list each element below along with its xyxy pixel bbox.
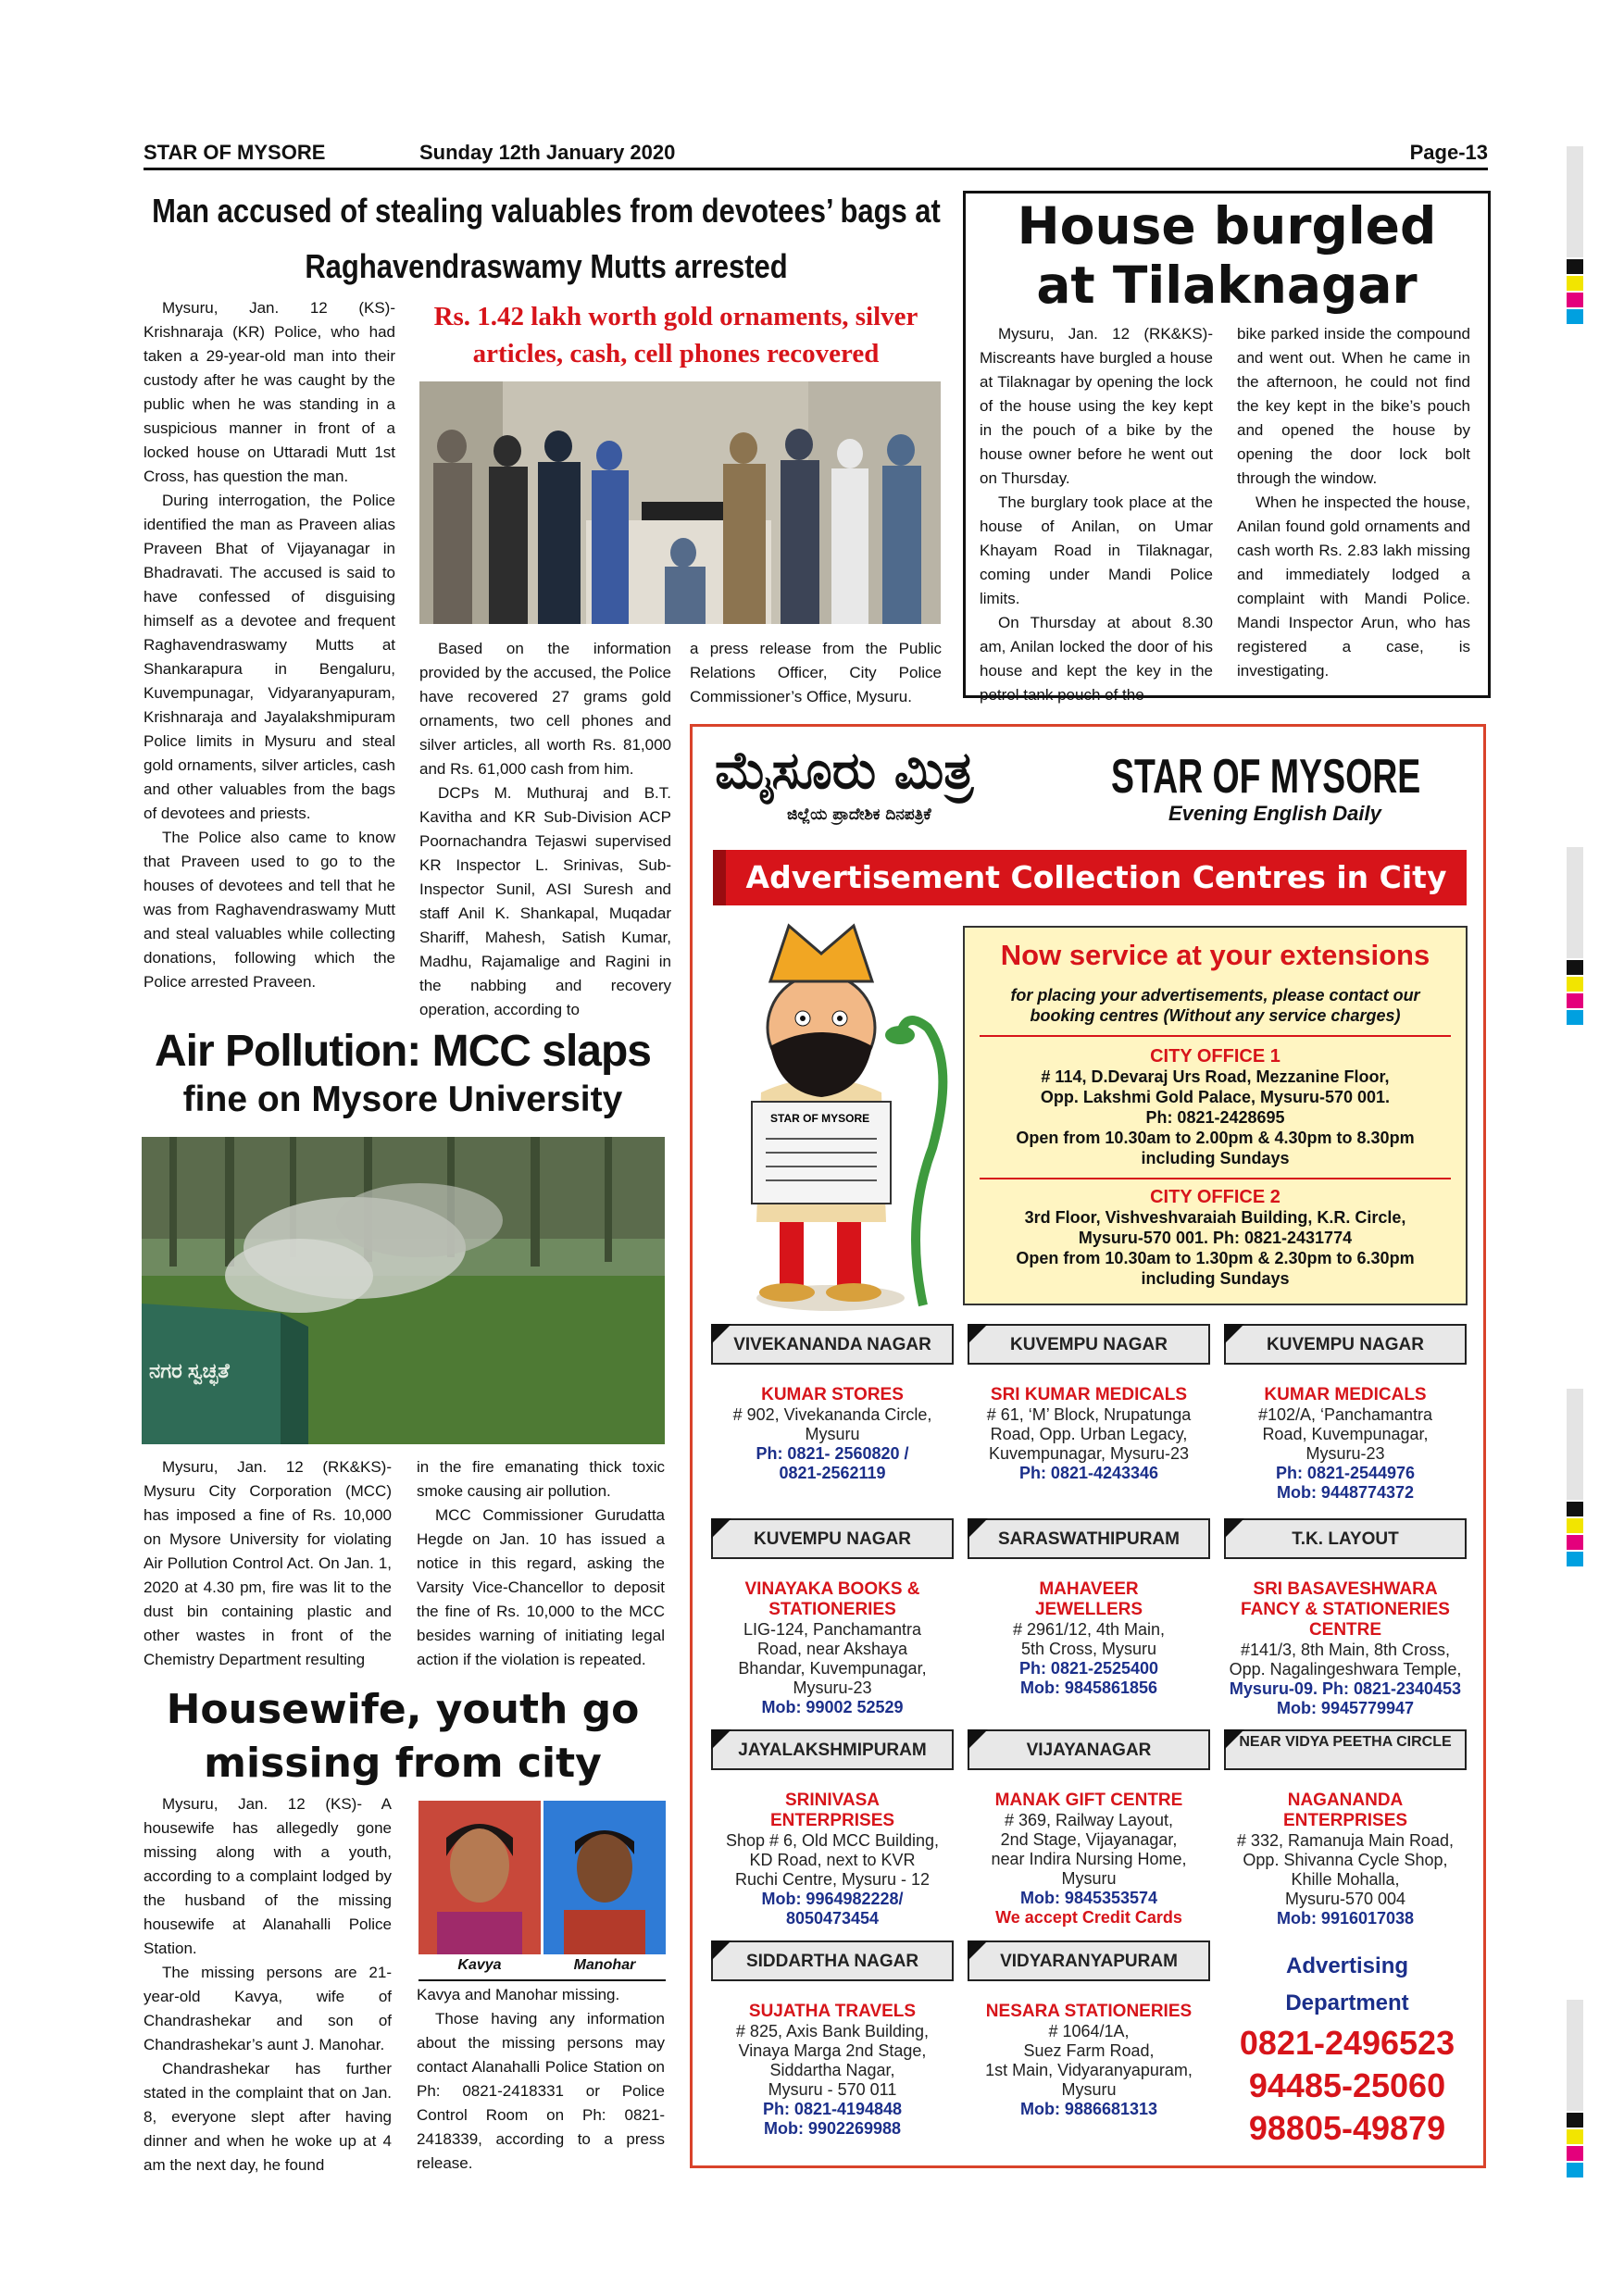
centre-cell (968, 1729, 1210, 1928)
centre-phone: Ph: 0821- 2560820 / 0821-2562119 (756, 1444, 909, 1482)
centre-phone: Mob: 99002 52529 (761, 1698, 904, 1716)
centre-cell (711, 1729, 954, 1928)
centre-name: NESARA STATIONERIES (985, 2002, 1193, 2021)
service-subtitle-2: booking centres (Without any service charges) (1030, 1006, 1401, 1025)
story1-column-1: Mysuru, Jan. 12 (KS)- Krishnaraja (KR) Police, who had taken a 29-year-old man into their custody after he was caught by the public when he was standing in a suspicious manner in front of a locked house on Uttaradi Mutt 1st Cross, has question the man. During interrogation, the Police identified the man as Praveen alias Praveen Bhat of Vijayanagar in Bhadravati. The accused is said to have confessed of disguising himself as a devotee and frequent Raghavendraswamy Mutts at Shankarapura in Bengaluru, Kuvempunagar, Vidyaranyapuram, Krishnaraja and Jayalakshmipuram Police limits in Mysuru and steal gold ornaments, silver articles, cash and other valuables from the bags of devotees and priests. The Police also came to know that Praveen used to go to the houses of devotees and tell that he was from Raghavendraswamy Mutt and steal valuables while collecting donations, following which the Police arrested Praveen. (144, 299, 395, 991)
centre-phone: Ph: 0821-4243346 (1018, 1464, 1159, 1482)
centre-area: VIDYARANYAPURAM (968, 1940, 1210, 1981)
service-title: Now service at your extensions (1000, 939, 1430, 971)
centre-area: KUVEMPU NAGAR (711, 1518, 954, 1559)
story1-column-2: Based on the information provided by the accused, the Police have recovered 27 grams gold ornaments, two cell phones and silver articles, all worth Rs. 81,000 and Rs. 61,000 cash from him. DCPs M. Muthuraj and B.T. Kavitha and KR Sub-Division ACP Poornachandra Tejaswi supervised KR Inspector L. Srinivas, Sub-Inspector Sunil, ASI Suresh and staff Anil K. Shankapal, Muqadar Shariff, Mahesh, Satish Kumar, Madhu, Rajamalige and Ragini in the nabbing and recovery operation, according to (419, 640, 671, 1018)
centre-cell (711, 1940, 954, 2139)
advertising-department (1222, 1948, 1472, 2150)
centre-name: SUJATHA TRAVELS (748, 2002, 917, 2021)
story3-headline-line1: Air Pollution: MCC slaps (154, 1027, 651, 1076)
kavya-caption: Kavya (457, 1957, 502, 1973)
paper-name: STAR OF MYSORE (144, 141, 326, 164)
centre-area: KUVEMPU NAGAR (1224, 1324, 1467, 1365)
dept-title: Advertising Department (1285, 1953, 1409, 2015)
mascot-figure (715, 917, 965, 1315)
centre-address: LIG-124, Panchamantra Road, near Akshaya Bhandar, Kuvempunagar, Mysuru-23 (738, 1620, 927, 1697)
story3-column-1: Mysuru, Jan. 12 (RK&KS)- Mysuru City Corporation (MCC) has imposed a fine of Rs. 10,000 on Mysore University for violating Air Pollution Control Act. On Jan. 1, 2020 at 4.30 pm, fire was lit to the dust bin containing plastic and other wastes in front of the Chemistry Department resulting (144, 1458, 392, 1668)
manohar-caption: Manohar (573, 1957, 636, 1973)
story1-headline: Man accused of stealing valuables from devotees’ bags at Raghavendraswamy Mutts arrested (152, 192, 941, 285)
ad-banner: Advertisement Collection Centres in City (713, 850, 1467, 905)
story1-subhead: Rs. 1.42 lakh worth gold ornaments, silver articles, cash, cell phones recovered (433, 302, 918, 368)
bin-text: ನಗರ ಸ್ವಚ್ಛತೆ (149, 1359, 230, 1382)
city-office-1: CITY OFFICE 1 # 114, D.Devaraj Urs Road, Mezzanine Floor, Opp. Lakshmi Gold Palace, Mysuru-570 001. Ph: 0821-2428695 Open from 10.30am to 2.00pm & 4.30pm to 8.30pm including Sundays (1016, 1046, 1415, 1167)
issue-date: Sunday 12th January 2020 (419, 141, 676, 164)
centre-name: SRI KUMAR MEDICALS (990, 1385, 1188, 1404)
centre-cell (1224, 1518, 1467, 1718)
centre-address: # 1064/1A, Suez Farm Road, 1st Main, Vidyaranyapuram, Mysuru (985, 2022, 1193, 2099)
centre-phone: Ph: 0821-4194848 Mob: 9902269988 (762, 2100, 903, 2138)
smoke-photo-image (142, 1137, 665, 1444)
centre-address: # 369, Railway Layout, 2nd Stage, Vijayanagar, near Indira Nursing Home, Mysuru (991, 1811, 1187, 1888)
centre-cell (968, 1940, 1210, 2119)
centre-name: NAGANANDA ENTERPRISES (1282, 1791, 1408, 1830)
centre-area: T.K. LAYOUT (1224, 1518, 1467, 1559)
story3-photo (142, 1137, 665, 1444)
centre-phone: Mysuru-09. Ph: 0821-2340453 Mob: 9945779947 (1229, 1679, 1462, 1717)
dept-phone-3: 98805-49879 (1248, 2109, 1446, 2147)
centre-address: # 825, Axis Bank Building, Vinaya Marga 2nd Stage, Siddartha Nagar, Mysuru - 570 011 (735, 2022, 930, 2099)
centre-note: We accept Credit Cards (995, 1908, 1182, 1927)
centre-name: KUMAR MEDICALS (1264, 1385, 1427, 1404)
centre-phone: Mob: 9964982228/ 8050473454 (761, 1890, 904, 1928)
kannada-subtitle: ಜಿಲ್ಲೆಯ ಪ್ರಾದೇಶಿಕ ದಿನಪತ್ರಿಕೆ (787, 805, 931, 824)
centre-name: VINAYAKA BOOKS & STATIONERIES (744, 1579, 920, 1619)
story3-column-2: in the fire emanating thick toxic smoke causing air pollution. MCC Commissioner Gurudatta Hegde on Jan. 10 has issued a notice in this regard, asking the Varsity Vice-Chancellor to deposit the fine of Rs. 10,000 to the MCC besides warning of initiating legal action if the violation is repeated. (417, 1458, 665, 1668)
story2-headline: House burgled at Tilaknagar (1017, 196, 1437, 315)
story1-photo (419, 381, 941, 624)
mascot-paper-label: STAR OF MYSORE (770, 1112, 870, 1125)
centre-cell (968, 1518, 1210, 1698)
story4-headline: Housewife, youth go missing from city (166, 1686, 640, 1787)
manohar-photo (543, 1801, 666, 1954)
service-panel (963, 926, 1468, 1305)
centre-address: # 332, Ramanuja Main Road, Opp. Shivanna Cycle Shop, Khille Mohalla, Mysuru-570 004 (1236, 1831, 1455, 1908)
centre-phone: Mob: 9916017038 (1276, 1909, 1415, 1928)
centre-phone: Ph: 0821-2525400 Mob: 9845861856 (1018, 1659, 1159, 1697)
centre-area: NEAR VIDYA PEETHA CIRCLE (1224, 1729, 1467, 1770)
centre-cell (968, 1324, 1210, 1483)
centre-address: # 61, ‘M’ Block, Nrupatunga Road, Opp. Urban Legacy, Kuvempunagar, Mysuru-23 (986, 1405, 1192, 1463)
centre-area: KUVEMPU NAGAR (968, 1324, 1210, 1365)
centre-address: # 2961/12, 4th Main, 5th Cross, Mysuru (1012, 1620, 1166, 1658)
star-of-mysore-logo: STAR OF MYSORE (1111, 750, 1421, 804)
kavya-photo (418, 1801, 541, 1954)
centre-area: SIDDARTHA NAGAR (711, 1940, 954, 1981)
story2-column-1: Mysuru, Jan. 12 (RK&KS)- Miscreants have burgled a house at Tilaknagar by opening the lock of the house using the key kept in the pouch of a bike by the house owner before he went out on Thursday. The burglary took place at the house of Anilan, on Umar Khayam Road in Tilaknagar, coming under Mandi Police limits. On Thursday at about 8.30 am, Anilan locked the door of his house and kept the key in the petrol tank pouch of the (980, 325, 1213, 704)
centre-area: VIVEKANANDA NAGAR (711, 1324, 954, 1365)
centre-address: # 902, Vivekananda Circle, Mysuru (732, 1405, 932, 1443)
page-header (144, 139, 1488, 170)
centre-area: VIJAYANAGAR (968, 1729, 1210, 1770)
city-office-2: CITY OFFICE 2 3rd Floor, Vishveshvaraiah Building, K.R. Circle, Mysuru-570 001. Ph: 0821-2431774 Open from 10.30am to 1.30pm & 2.30pm to 6.30pm including Sundays (1016, 1187, 1415, 1288)
centre-name: KUMAR STORES (761, 1385, 904, 1404)
page-number: Page-13 (1409, 141, 1488, 164)
kannada-masthead: ಮೈಸೂರು ಮಿತ್ರ (715, 741, 974, 801)
centre-cell (711, 1518, 954, 1717)
story4-column-1: Mysuru, Jan. 12 (KS)- A housewife has allegedly gone missing along with a youth, according to a complaint lodged by the husband of the missing housewife at Alanahalli Police Station. The missing persons are 21-year-old Kavya, wife of Chandrashekar and son of Chandrashekar’s aunt J. Manohar. Chandrashekar has further stated in the complaint that on Jan. 8, everyone slept after having dinner and when he woke up at 4 am the next day, he found (144, 1795, 392, 2174)
dept-phone-1: 0821-2496523 (1239, 2024, 1455, 2062)
story3-headline-line2: fine on Mysore University (182, 1079, 623, 1119)
centre-address: #102/A, ‘Panchamantra Road, Kuvempunagar, Mysuru-23 (1257, 1405, 1433, 1463)
centre-name: SRI BASAVESHWARA FANCY & STATIONERIES CENTRE (1241, 1579, 1450, 1640)
story2-column-2: bike parked inside the compound and went out. When he came in the afternoon, he could not find the key kept in the bike’s pouch and opened the house by opening the door lock bolt through the window. When he inspected the house, Anilan found gold ornaments and cash worth Rs. 2.83 lakh missing and immediately lodged a complaint with Mandi Police. Mandi Inspector Arun, who has registered a case, is investigating. (1237, 325, 1470, 680)
centre-name: MAHAVEER JEWELLERS (1034, 1579, 1143, 1619)
centre-cell (1224, 1324, 1467, 1503)
centre-phone: Mob: 9886681313 (1019, 2100, 1158, 2118)
centre-area: SARASWATHIPURAM (968, 1518, 1210, 1559)
centre-name: SRINIVASA ENTERPRISES (769, 1791, 895, 1830)
logo-tagline: Evening English Daily (1168, 802, 1381, 825)
police-group-image (419, 381, 941, 624)
centre-address: Shop # 6, Old MCC Building, KD Road, next to KVR Ruchi Centre, Mysuru - 12 (725, 1831, 940, 1889)
centre-cell (1224, 1729, 1467, 1928)
centre-address: #141/3, 8th Main, 8th Cross, Opp. Nagalingeshwara Temple, (1229, 1641, 1462, 1678)
centre-cell (711, 1324, 954, 1483)
kavya-portrait (418, 1801, 541, 1954)
service-subtitle-1: for placing your advertisements, please contact our (1010, 986, 1420, 1004)
dept-phone-2: 94485-25060 (1248, 2066, 1446, 2104)
mascot-illustration (715, 917, 965, 1315)
centre-area: JAYALAKSHMIPURAM (711, 1729, 954, 1770)
centre-phone: Mob: 9845353574 (1019, 1889, 1158, 1907)
centre-phone: Ph: 0821-2544976 Mob: 9448774372 (1275, 1464, 1416, 1502)
caption-rule (418, 1979, 666, 1981)
story4-column-2: Kavya and Manohar missing. Those having any information about the missing persons may contact Alanahalli Police Station on Ph: 0821-2418331 or Police Control Room on Ph: 0821-2418339, according to a press release. (417, 1986, 665, 2172)
manohar-portrait (543, 1801, 666, 1954)
centre-name: MANAK GIFT CENTRE (994, 1791, 1183, 1810)
story1-column-3: a press release from the Public Relations Officer, City Police Commissioner’s Office, Mysuru. (690, 640, 942, 705)
